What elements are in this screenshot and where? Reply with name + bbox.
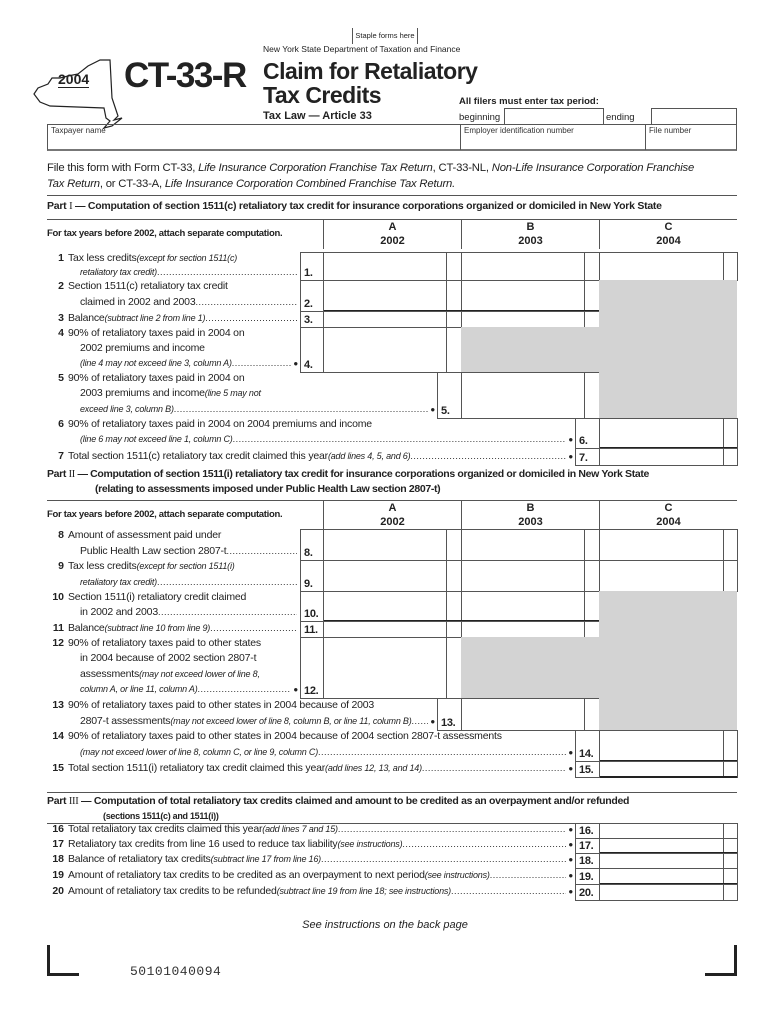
line-number: 20 bbox=[52, 885, 64, 897]
label-text: Public Health Law section 2807-t bbox=[80, 544, 227, 557]
line-number-box: 6. bbox=[575, 418, 600, 449]
column-letter: C bbox=[664, 221, 673, 233]
leader-dots bbox=[174, 402, 429, 417]
label-text: in 2002 and 2003 bbox=[80, 606, 158, 618]
line-6-col-c-dollars-input[interactable] bbox=[599, 418, 724, 449]
line-14-label bbox=[80, 745, 575, 760]
line-18-col-c-cents-input[interactable] bbox=[723, 853, 738, 869]
line-7-label bbox=[68, 449, 575, 464]
label-note: (line 4 may not exceed line 3, column A) bbox=[80, 358, 232, 368]
shaded-cell bbox=[599, 327, 737, 373]
leader-dots bbox=[410, 449, 566, 464]
line-16-col-c-cents-input[interactable] bbox=[723, 823, 738, 839]
line-number-box: 15. bbox=[575, 761, 600, 778]
line-12-label bbox=[80, 651, 297, 666]
column-header-c bbox=[599, 219, 737, 249]
line-1-col-c-cents-input[interactable] bbox=[723, 252, 738, 281]
line-number: 19 bbox=[52, 869, 64, 881]
part-subtitle: (relating to assessments imposed under Public Health Law section 2807-t) bbox=[95, 483, 441, 495]
line-1-col-b-cents-input[interactable] bbox=[584, 252, 600, 281]
label-text: in 2004 because of 2002 section 2807-t bbox=[80, 652, 257, 665]
line-number: 7 bbox=[58, 450, 64, 462]
leader-dots bbox=[195, 295, 297, 310]
line-4-label bbox=[80, 356, 300, 371]
line-6-label bbox=[80, 432, 575, 447]
form-title-line2: Tax Credits bbox=[263, 82, 382, 108]
line-number: 12 bbox=[52, 637, 64, 649]
part3-title bbox=[47, 794, 629, 824]
line-number-box: 2. bbox=[300, 280, 324, 312]
line-number: 5 bbox=[58, 372, 64, 384]
label-text: Section 1511(c) retaliatory tax credit bbox=[68, 280, 228, 292]
line-2-label bbox=[80, 295, 297, 310]
line-8-col-b-cents-input[interactable] bbox=[584, 529, 600, 561]
line-number-box: 20. bbox=[575, 884, 600, 901]
line-10-label bbox=[68, 590, 297, 605]
total-rule bbox=[599, 776, 737, 778]
leader-dots bbox=[318, 745, 566, 760]
label-text: 90% of retaliatory taxes paid in 2004 on bbox=[68, 327, 245, 339]
line-number-box: 19. bbox=[575, 868, 600, 885]
leader-dots bbox=[412, 714, 429, 729]
form-number: CT-33-R bbox=[124, 56, 246, 95]
line-number-box: 9. bbox=[300, 560, 324, 592]
line-2-col-a-dollars-input[interactable] bbox=[323, 280, 447, 312]
line-number: 14 bbox=[52, 730, 64, 742]
label-note: (subtract line 2 from line 1) bbox=[104, 313, 206, 323]
form-title-line1: Claim for Retaliatory bbox=[263, 58, 478, 84]
instr-form-title: Tax Return bbox=[47, 178, 100, 190]
label-text: claimed in 2002 and 2003 bbox=[80, 295, 196, 308]
label-note: (except for section 1511(c) bbox=[136, 253, 238, 263]
instr-form-title: Life Insurance Corporation Combined Franchise Tax Return. bbox=[164, 178, 456, 190]
label-note: (line 5 may not bbox=[204, 388, 261, 399]
line-12-col-a-dollars-input[interactable] bbox=[323, 637, 447, 699]
line-9-col-c-dollars-input[interactable] bbox=[599, 560, 724, 592]
line-number: 1 bbox=[58, 252, 64, 264]
column-year: 2003 bbox=[518, 235, 543, 247]
line-number-box: 16. bbox=[575, 823, 600, 839]
column-letter: A bbox=[388, 221, 397, 233]
line-11-col-a-cents-input[interactable] bbox=[446, 621, 462, 638]
label-text: 2002 premiums and income bbox=[80, 342, 205, 354]
line-9-label bbox=[80, 575, 297, 590]
ein-label: Employer identification number bbox=[464, 126, 574, 135]
line-9-col-c-cents-input[interactable] bbox=[723, 560, 738, 592]
label-text: Total retaliatory tax credits claimed this year bbox=[68, 823, 263, 835]
line-14-label bbox=[68, 729, 572, 744]
line-10-col-a-dollars-input[interactable] bbox=[323, 591, 447, 622]
shaded-cell bbox=[599, 621, 737, 638]
label-note: (subtract line 17 from line 16) bbox=[210, 854, 321, 864]
line-3-col-a-dollars-input[interactable] bbox=[323, 311, 447, 328]
form-year: 2004 bbox=[58, 71, 90, 87]
form-code: 50101040094 bbox=[130, 964, 222, 979]
line-number: 17 bbox=[52, 838, 64, 850]
instr-text: File this form with Form CT-33, bbox=[47, 162, 199, 174]
part-numeral: II bbox=[68, 469, 75, 480]
label-text: 90% of retaliatory taxes paid in 2004 on bbox=[68, 372, 245, 384]
divider bbox=[47, 195, 737, 196]
label-note: (except for section 1511(i) bbox=[136, 561, 235, 571]
shaded-cell bbox=[599, 372, 737, 419]
shaded-cell bbox=[599, 311, 737, 328]
line-20-col-c-cents-input[interactable] bbox=[723, 884, 738, 901]
line-10-col-b-dollars-input[interactable] bbox=[461, 591, 585, 622]
ending-label: ending bbox=[606, 112, 635, 123]
line-8-col-b-dollars-input[interactable] bbox=[461, 529, 585, 561]
instr-text: , CT-33-NL, bbox=[432, 162, 492, 174]
line-2-label bbox=[68, 279, 297, 294]
part-title-text: — Computation of total retaliatory tax credits claimed and amount to be credited as an overpayment and/or refunded bbox=[78, 795, 630, 807]
line-number: 11 bbox=[52, 622, 64, 634]
line-11-label bbox=[68, 621, 297, 636]
instr-form-title: Non-Life Insurance Corporation Franchise bbox=[491, 162, 695, 174]
divider bbox=[47, 792, 737, 793]
line-number-box: 4. bbox=[300, 327, 324, 373]
label-text: Balance of retaliatory tax credits bbox=[68, 853, 211, 865]
part-numeral: I bbox=[69, 201, 73, 212]
leader-dots bbox=[321, 852, 566, 867]
line-number: 4 bbox=[58, 327, 64, 339]
line-8-col-a-cents-input[interactable] bbox=[446, 529, 462, 561]
label-note: (may not exceed lower of line 8, column B, or line 11, column B) bbox=[170, 715, 412, 726]
part-title-text: — Computation of section 1511(i) retaliatory tax credit for insurance corporations organized or domiciled in New York State bbox=[74, 468, 649, 480]
department-name: New York State Department of Taxation and Finance bbox=[263, 44, 461, 54]
leader-dots bbox=[157, 265, 297, 280]
label-text: Retaliatory tax credits from line 16 used to reduce tax liability bbox=[68, 838, 338, 850]
line-18-col-c-dollars-input[interactable] bbox=[599, 853, 724, 869]
line-14-col-c-dollars-input[interactable] bbox=[599, 730, 724, 762]
line-8-label bbox=[80, 544, 297, 559]
bullet-icon: ● bbox=[430, 716, 435, 726]
label-text: Amount of retaliatory tax credits to be refunded bbox=[68, 885, 277, 897]
line-number: 13 bbox=[52, 699, 64, 711]
leader-dots bbox=[198, 682, 292, 697]
part2-title bbox=[47, 467, 649, 497]
leader-dots bbox=[451, 884, 566, 899]
line-9-col-b-dollars-input[interactable] bbox=[461, 560, 585, 592]
beginning-input[interactable] bbox=[504, 108, 604, 124]
line-number: 3 bbox=[58, 312, 64, 324]
column-year: 2003 bbox=[518, 516, 543, 528]
part-title-text: — Computation of section 1511(c) retaliatory tax credit for insurance corporations organized or domiciled in New York State bbox=[72, 200, 662, 212]
line-20-col-c-dollars-input[interactable] bbox=[599, 884, 724, 901]
column-year: 2004 bbox=[656, 516, 681, 528]
line-number-box: 5. bbox=[437, 372, 462, 419]
shaded-cell bbox=[599, 280, 737, 312]
line-number: 9 bbox=[58, 560, 64, 572]
line-13-label bbox=[68, 698, 434, 713]
line-16-label bbox=[68, 822, 575, 837]
label-note: retaliatory tax credit) bbox=[80, 267, 157, 277]
label-note: (add lines 7 and 15) bbox=[262, 824, 338, 834]
leader-dots bbox=[422, 761, 566, 776]
column-header-a bbox=[323, 500, 461, 529]
line-4-label bbox=[68, 326, 297, 341]
line-1-col-b-dollars-input[interactable] bbox=[461, 252, 585, 281]
part-prefix: Part bbox=[47, 795, 69, 807]
column-header-b bbox=[461, 219, 599, 249]
line-10-label bbox=[80, 605, 297, 620]
part-subtitle: (sections 1511(c) and 1511(i)) bbox=[103, 811, 219, 821]
shaded-cell bbox=[599, 637, 737, 699]
label-text: Total section 1511(i) retaliatory tax credit claimed this year bbox=[68, 762, 326, 774]
line-number: 15 bbox=[52, 762, 64, 774]
line-8-label bbox=[68, 528, 297, 543]
leader-dots bbox=[233, 432, 567, 447]
line-number: 18 bbox=[52, 853, 64, 865]
leader-dots bbox=[210, 621, 297, 636]
label-text: 90% of retaliatory taxes paid in 2004 on 2004 premiums and income bbox=[68, 418, 372, 430]
line-9-col-a-cents-input[interactable] bbox=[446, 560, 462, 592]
line-1-col-a-cents-input[interactable] bbox=[446, 252, 462, 281]
label-note: (add lines 4, 5, and 6) bbox=[327, 451, 411, 461]
line-number-box: 3. bbox=[300, 311, 324, 328]
column-year: 2004 bbox=[656, 235, 681, 247]
line-11-col-b-cents-input[interactable] bbox=[584, 621, 600, 638]
line-1-label bbox=[80, 265, 297, 280]
column-letter: B bbox=[526, 221, 535, 233]
line-7-col-c-dollars-input[interactable] bbox=[599, 448, 724, 466]
bullet-icon: ● bbox=[568, 452, 573, 461]
bullet-icon: ● bbox=[568, 764, 573, 773]
line-number-box: 8. bbox=[300, 529, 324, 561]
label-text: 90% of retaliatory taxes paid to other states bbox=[68, 637, 261, 649]
shaded-cell bbox=[599, 698, 737, 731]
part-prefix: Part bbox=[47, 468, 69, 480]
ending-input[interactable] bbox=[651, 108, 737, 124]
see-instructions-note: See instructions on the back page bbox=[302, 919, 468, 931]
column-header-a bbox=[323, 219, 461, 249]
line-number-box: 14. bbox=[575, 730, 600, 762]
line-16-col-c-dollars-input[interactable] bbox=[599, 823, 724, 839]
line-number-box: 10. bbox=[300, 591, 324, 622]
line-number-box: 12. bbox=[300, 637, 324, 699]
line-9-label bbox=[68, 559, 297, 574]
line-20-label bbox=[68, 884, 575, 899]
line-4-col-a-cents-input[interactable] bbox=[446, 327, 462, 373]
leader-dots bbox=[158, 605, 297, 620]
line-2-col-b-dollars-input[interactable] bbox=[461, 280, 585, 312]
line-number-box: 13. bbox=[437, 698, 462, 731]
label-note: retaliatory tax credit) bbox=[80, 576, 157, 587]
line-13-label bbox=[80, 714, 437, 729]
bullet-icon: ● bbox=[568, 840, 573, 849]
label-text: Balance bbox=[68, 622, 105, 634]
label-text: 2807-t assessments bbox=[80, 714, 171, 727]
line-number: 6 bbox=[58, 418, 64, 430]
file-number-label: File number bbox=[649, 126, 692, 135]
label-note: (see instructions) bbox=[424, 870, 490, 880]
label-note: (subtract line 10 from line 9) bbox=[104, 623, 211, 633]
leader-dots bbox=[338, 822, 567, 837]
shaded-cell bbox=[461, 637, 599, 699]
file-number-field[interactable] bbox=[645, 125, 737, 150]
line-1-label bbox=[68, 251, 297, 266]
line-15-label bbox=[68, 761, 575, 776]
line-5-label bbox=[80, 386, 434, 401]
line-number-box: 17. bbox=[575, 838, 600, 854]
line-11-col-a-dollars-input[interactable] bbox=[323, 621, 447, 638]
label-note: exceed line 3, column B) bbox=[80, 403, 174, 414]
column-letter: A bbox=[388, 502, 397, 514]
shaded-cell bbox=[599, 591, 737, 622]
line-3-col-b-dollars-input[interactable] bbox=[461, 311, 585, 328]
line-10-col-b-cents-input[interactable] bbox=[584, 591, 600, 622]
line-3-col-a-cents-input[interactable] bbox=[446, 311, 462, 328]
corner-mark-right bbox=[705, 945, 737, 976]
column-letter: B bbox=[526, 502, 535, 514]
line-8-col-a-dollars-input[interactable] bbox=[323, 529, 447, 561]
part-prefix: Part bbox=[47, 200, 70, 212]
label-text: Amount of assessment paid under bbox=[68, 529, 222, 541]
column-year: 2002 bbox=[380, 516, 405, 528]
line-number: 10 bbox=[52, 591, 64, 603]
line-number: 16 bbox=[52, 823, 64, 835]
shaded-cell bbox=[461, 327, 599, 373]
label-text: Tax less credits bbox=[68, 560, 137, 572]
leader-dots bbox=[402, 837, 566, 852]
bullet-icon: ● bbox=[568, 887, 573, 896]
tax-law-article: Tax Law — Article 33 bbox=[263, 110, 372, 122]
part1-title bbox=[47, 200, 662, 212]
corner-mark-left bbox=[47, 945, 79, 976]
line-2-col-b-cents-input[interactable] bbox=[584, 280, 600, 312]
line-18-label bbox=[68, 852, 575, 867]
bullet-icon: ● bbox=[568, 871, 573, 880]
line-12-label bbox=[68, 636, 297, 651]
line-12-label bbox=[80, 667, 297, 682]
column-note: For tax years before 2002, attach separate computation. bbox=[47, 508, 283, 520]
label-text: Tax less credits bbox=[68, 252, 137, 264]
line-19-label bbox=[68, 868, 575, 883]
instr-text: , or CT-33-A, bbox=[99, 178, 165, 190]
label-note: (line 6 may not exceed line 1, column C) bbox=[80, 434, 233, 444]
column-header-b bbox=[461, 500, 599, 529]
bullet-icon: ● bbox=[568, 747, 573, 757]
label-text: Balance bbox=[68, 312, 105, 324]
label-text: 2003 premiums and income bbox=[80, 387, 205, 400]
filing-instructions bbox=[47, 160, 739, 192]
line-5-col-b-cents-input[interactable] bbox=[584, 372, 600, 419]
bullet-icon: ● bbox=[293, 359, 298, 368]
line-4-col-a-dollars-input[interactable] bbox=[323, 327, 447, 373]
leader-dots bbox=[205, 311, 297, 326]
column-letter: C bbox=[664, 502, 673, 514]
line-1-col-c-dollars-input[interactable] bbox=[599, 252, 724, 281]
taxpayer-name-field[interactable] bbox=[48, 125, 460, 150]
label-note: column A, or line 11, column A) bbox=[80, 683, 198, 694]
bullet-icon: ● bbox=[568, 435, 573, 444]
leader-dots bbox=[490, 868, 567, 883]
line-13-col-b-dollars-input[interactable] bbox=[461, 698, 585, 731]
bullet-icon: ● bbox=[568, 825, 573, 834]
line-12-col-a-cents-input[interactable] bbox=[446, 637, 462, 699]
line-number: 2 bbox=[58, 280, 64, 292]
label-note: (may not exceed lower of line 8, column C, or line 9, column C) bbox=[80, 746, 319, 757]
ein-field[interactable] bbox=[460, 125, 646, 150]
column-note: For tax years before 2002, attach separate computation. bbox=[47, 228, 283, 239]
label-text: Section 1511(i) retaliatory credit claimed bbox=[68, 591, 247, 603]
line-1-col-a-dollars-input[interactable] bbox=[323, 252, 447, 281]
label-text: 90% of retaliatory taxes paid to other states in 2004 because of 2004 section 2807-t assessments bbox=[68, 730, 502, 742]
line-number: 8 bbox=[58, 529, 64, 541]
line-9-col-b-cents-input[interactable] bbox=[584, 560, 600, 592]
line-3-col-b-cents-input[interactable] bbox=[584, 311, 600, 328]
label-text: assessments bbox=[80, 667, 140, 680]
line-5-label bbox=[80, 402, 437, 417]
line-number-box: 18. bbox=[575, 853, 600, 869]
line-7-col-c-cents-input[interactable] bbox=[723, 448, 738, 466]
line-5-label bbox=[68, 371, 434, 386]
line-number-box: 1. bbox=[300, 252, 324, 281]
leader-dots bbox=[157, 575, 297, 590]
line-3-label bbox=[68, 311, 297, 326]
line-2-col-a-cents-input[interactable] bbox=[446, 280, 462, 312]
label-note: (see instructions) bbox=[337, 839, 403, 849]
line-8-col-c-cents-input[interactable] bbox=[723, 529, 738, 561]
label-text: 90% of retaliatory taxes paid to other states in 2004 because of 2003 bbox=[68, 699, 375, 711]
staple-area: Staple forms here bbox=[352, 28, 418, 44]
line-13-col-b-cents-input[interactable] bbox=[584, 698, 600, 731]
bullet-icon: ● bbox=[430, 404, 435, 414]
line-8-col-c-dollars-input[interactable] bbox=[599, 529, 724, 561]
line-number-box: 7. bbox=[575, 448, 600, 466]
line-9-col-a-dollars-input[interactable] bbox=[323, 560, 447, 592]
new-york-state-map-logo bbox=[30, 58, 125, 133]
beginning-label: beginning bbox=[459, 112, 501, 123]
instr-form-title: Life Insurance Corporation Franchise Tax Return bbox=[198, 162, 433, 174]
line-10-col-a-cents-input[interactable] bbox=[446, 591, 462, 622]
label-note: (add lines 12, 13, and 14) bbox=[325, 763, 422, 773]
line-11-col-b-dollars-input[interactable] bbox=[461, 621, 585, 638]
line-5-col-b-dollars-input[interactable] bbox=[461, 372, 585, 419]
leader-dots bbox=[227, 544, 297, 559]
label-text: Total section 1511(c) retaliatory tax credit claimed this year bbox=[68, 450, 328, 462]
label-text: Amount of retaliatory tax credits to be credited as an overpayment to next period bbox=[68, 869, 425, 881]
line-4-label bbox=[80, 341, 297, 356]
tax-period-label: All filers must enter tax period: bbox=[459, 96, 599, 107]
column-year: 2002 bbox=[380, 235, 405, 247]
line-14-col-c-cents-input[interactable] bbox=[723, 730, 738, 762]
leader-dots bbox=[232, 356, 292, 371]
bullet-icon: ● bbox=[568, 855, 573, 864]
label-note: (may not exceed lower of line 8, bbox=[139, 668, 260, 679]
label-note: (subtract line 19 from line 18; see instructions) bbox=[276, 886, 451, 896]
line-number-box: 11. bbox=[300, 621, 324, 638]
line-12-label bbox=[80, 682, 300, 697]
line-6-col-c-cents-input[interactable] bbox=[723, 418, 738, 449]
part-numeral: III bbox=[68, 796, 79, 807]
line-17-label bbox=[68, 837, 575, 852]
bullet-icon: ● bbox=[293, 684, 298, 694]
line-6-label bbox=[68, 417, 572, 432]
taxpayer-name-label: Taxpayer name bbox=[51, 126, 106, 135]
column-header-c bbox=[599, 500, 737, 529]
